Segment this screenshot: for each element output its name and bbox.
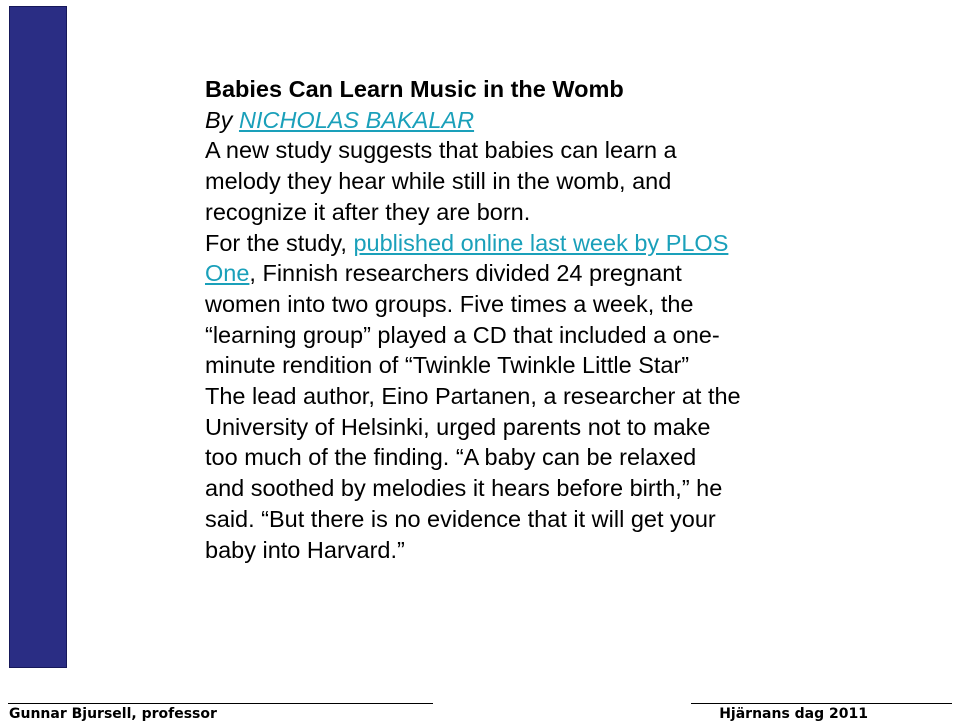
footer-event: Hjärnans dag 2011 <box>719 706 868 722</box>
body-line: The lead author, Eino Partanen, a researcher at the <box>205 383 741 410</box>
slide-footer <box>0 700 960 727</box>
intro-line: recognize it after they are born. <box>205 198 531 225</box>
body-line: “learning group” played a CD that included a one- <box>205 321 720 348</box>
side-accent-bar <box>9 6 67 668</box>
study-line <box>205 228 825 259</box>
footer-divider-left <box>8 703 433 704</box>
body-line: said. “But there is no evidence that it will get your <box>205 505 716 532</box>
author-link[interactable]: NICHOLAS BAKALAR <box>238 106 475 133</box>
plos-one-link[interactable]: published online last week by PLOS <box>353 229 729 256</box>
byline-prefix: By <box>205 106 239 133</box>
article-byline <box>205 105 825 136</box>
study-line-continued <box>205 258 825 289</box>
footer-divider-right <box>691 703 952 704</box>
intro-line: A new study suggests that babies can learn a <box>205 137 677 164</box>
body-line: women into two groups. Five times a week, the <box>205 290 694 317</box>
body-line: and soothed by melodies it hears before birth,” he <box>205 475 723 502</box>
body-line: minute rendition of “Twinkle Twinkle Little Star” <box>205 352 690 379</box>
footer-presenter: Gunnar Bjursell, professor <box>9 706 217 722</box>
intro-line: melody they hear while still in the womb, and <box>205 168 672 195</box>
body-line: too much of the finding. “A baby can be relaxed <box>205 444 697 471</box>
article-text <box>205 74 825 565</box>
study-after-link: , Finnish researchers divided 24 pregnant <box>249 260 682 287</box>
study-prefix: For the study, <box>205 229 354 256</box>
body-line: baby into Harvard.” <box>205 536 405 563</box>
body-line: University of Helsinki, urged parents not to make <box>205 413 711 440</box>
plos-one-link-continued[interactable]: One <box>205 260 250 287</box>
article-title: Babies Can Learn Music in the Womb <box>205 76 624 102</box>
